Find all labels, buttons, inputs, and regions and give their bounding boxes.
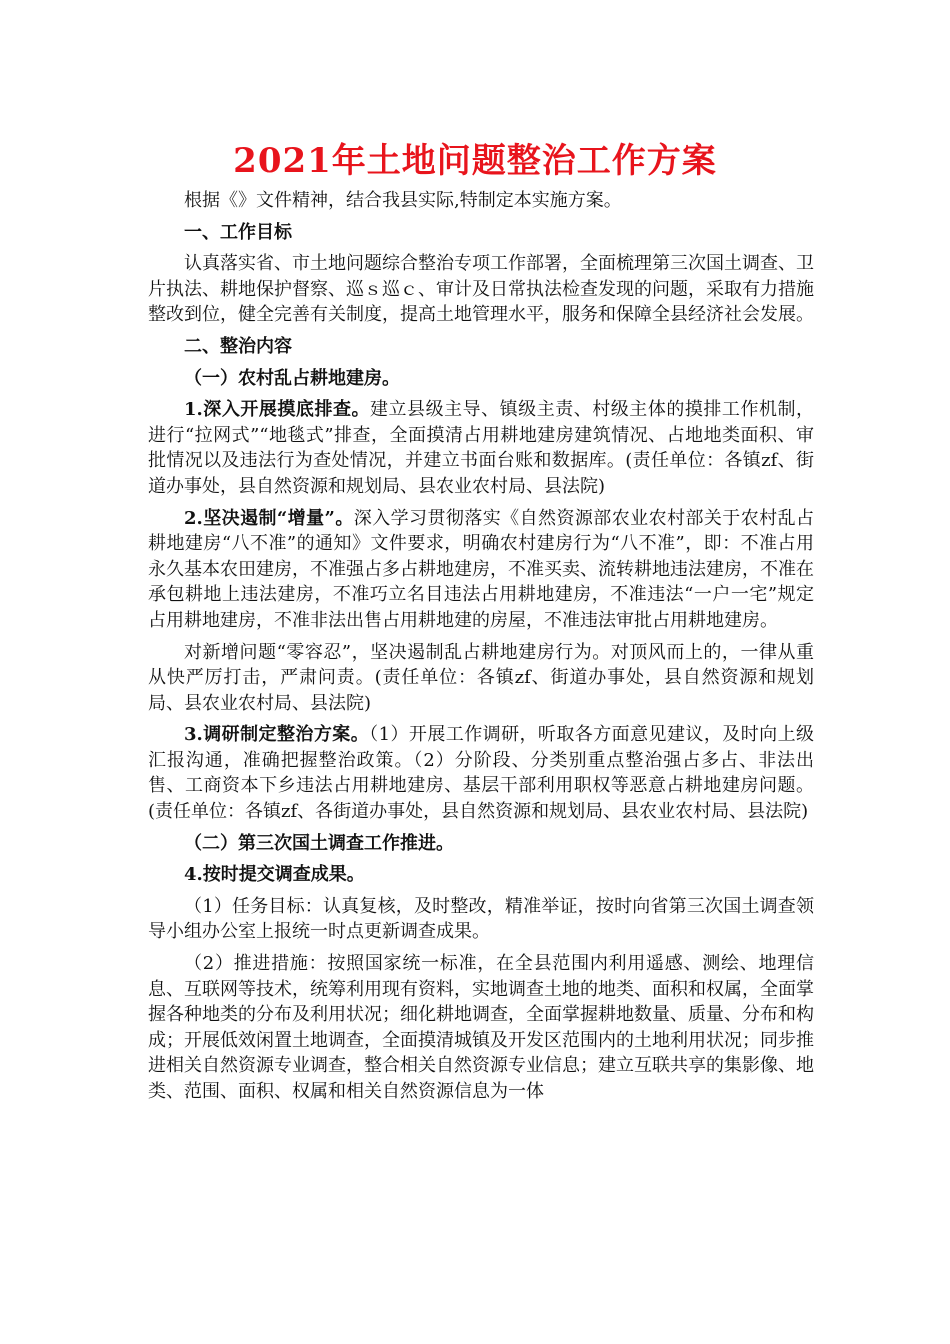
item-2-lead: 2.坚决遏制“增量”。 [184, 507, 354, 529]
intro-paragraph: 根据《》文件精神，结合我县实际,特制定本实施方案。 [184, 190, 622, 211]
item-3-lead: 3.调研制定整治方案。 [184, 724, 370, 746]
item-1-body: 建立县级主导、镇级主责、村级主体的摸排工作机制，进行“拉网式”“地毯式”排查，全面摸清占用耕地建房建筑情况、占地地类面积、审批情况以及违法行为查处情况，并建立书面台账和数据库。(责任单位：各镇zf、街道办事处，县自然资源和规划局、县农业农村局、县法院) [148, 399, 815, 497]
document-body [148, 188, 814, 1111]
item-1-lead: 1.深入开展摸底排查。 [184, 399, 371, 421]
item-2-body: 深入学习贯彻落实《自然资源部农业农村部关于农村乱占耕地建房“八不准”的通知》文件要求，明确农村建房行为“八不准”，即：不准占用永久基本农田建房，不准强占多占耕地建房，不准买卖、流转耕地违法建房，不准在承包耕地上违法建房，不准巧立名目违法占用耕地建房，不准违法“一户一宅”规定占用耕地建房，不准非法出售占用耕地建的房屋，不准违法审批占用耕地建房。 [148, 507, 814, 631]
goals-paragraph: 认真落实省、市土地问题综合整治专项工作部署，全面梳理第三次国土调查、卫片执法、耕地保护督察、巡ｓ巡ｃ、审计及日常执法检查发现的问题，采取有力措施整改到位，健全完善有关制度，提高土地管理水平，服务和保障全县经济社会发展。 [148, 253, 814, 326]
item-4-measures-paragraph: （2）推进措施：按照国家统一标准，在全县范围内利用遥感、测绘、地理信息、互联网等技术，统筹利用现有资料，实地调查土地的地类、面积和权属，全面掌握各种地类的分布及利用状况；细化耕地调查，全面掌握耕地数量、质量、分布和构成；开展低效闲置土地调查，全面摸清城镇及开发区范围内的土地利用状况；同步推进相关自然资源专业调查，整合相关自然资源专业信息；建立互联共享的集影像、地类、范围、面积、权属和相关自然资源信息为一体 [148, 953, 814, 1102]
item-4-task-paragraph: （1）任务目标：认真复核，及时整改，精准举证，按时向省第三次国土调查领导小组办公室上报统一时点更新调查成果。 [148, 895, 814, 943]
subsection-heading-land-survey: （二）第三次国土调查工作推进。 [184, 832, 454, 854]
item-1-paragraph [148, 397, 814, 499]
section-heading-goals: 一、工作目标 [184, 221, 292, 243]
item-3-paragraph [148, 722, 814, 824]
item-4-heading: 4.按时提交调查成果。 [184, 864, 365, 886]
document-title: 2021年土地问题整治工作方案 [233, 141, 717, 181]
item-3-body: （1）开展工作调研，听取各方面意见建议，及时向上级汇报沟通，准确把握整治政策。（2）分阶段、分类别重点整治强占多占、非法出售、工商资本下乡违法占用耕地建房、基层干部利用职权等恶意占耕地建房问题。(责任单位：各镇zf、各街道办事处，县自然资源和规划局、县农业农村局、县法院) [148, 724, 815, 823]
section-heading-content: 二、整治内容 [184, 335, 292, 357]
subsection-heading-rural-housing: （一）农村乱占耕地建房。 [184, 367, 400, 389]
item-2-extra-paragraph: 对新增问题“零容忍”，坚决遏制乱占耕地建房行为。对顶风而上的，一律从重从快严厉打击，严肃问责。(责任单位：各镇zf、街道办事处，县自然资源和规划局、县农业农村局、县法院) [148, 641, 814, 714]
item-2-paragraph [148, 506, 814, 634]
